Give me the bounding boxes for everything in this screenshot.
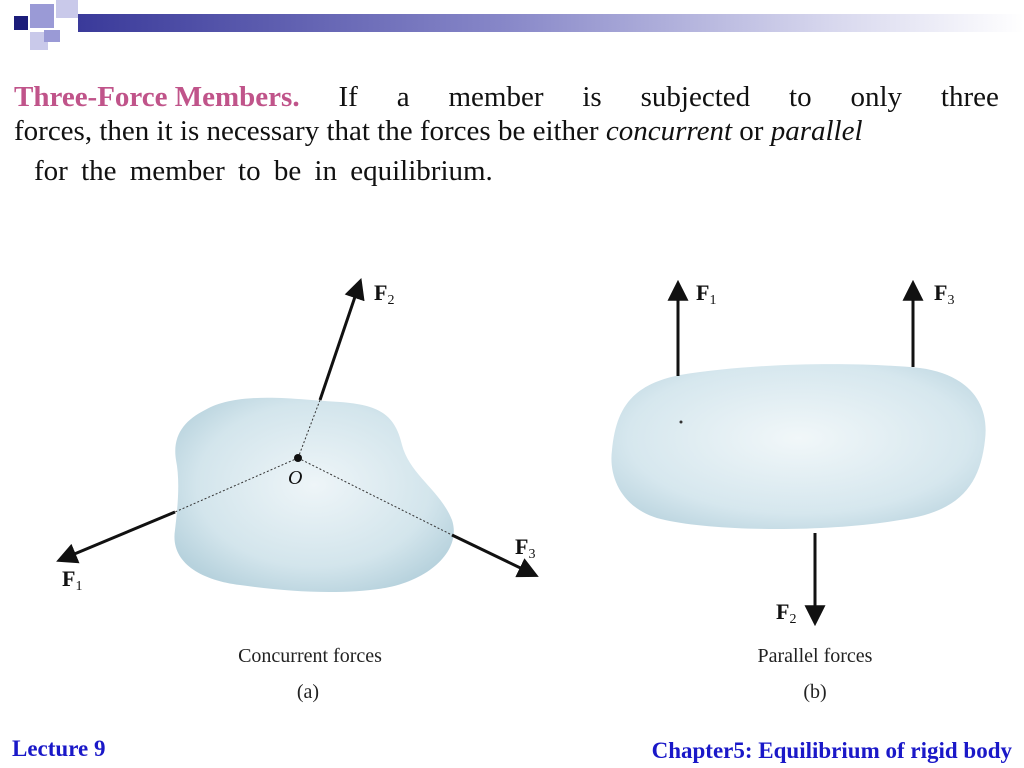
- word: three: [940, 81, 999, 113]
- corner-decoration: [0, 0, 80, 60]
- force-label-f2: F2: [374, 280, 395, 308]
- word: is: [582, 81, 602, 113]
- text-line-1: [14, 78, 999, 116]
- footer-lecture: Lecture 9: [12, 736, 106, 761]
- caption-a: Concurrent forces: [238, 645, 382, 667]
- slide-text: [14, 78, 999, 190]
- corner-square-pale: [56, 0, 78, 18]
- word: only: [850, 81, 903, 113]
- tag-b: (b): [803, 681, 827, 703]
- corner-square-lavender-lower: [44, 30, 60, 42]
- tag-a: (a): [296, 681, 320, 703]
- term-concurrent: concurrent: [605, 115, 733, 147]
- rigid-body-b: [611, 364, 985, 529]
- title-bar-gradient: [78, 14, 1024, 32]
- slide-heading: Three-Force Members.: [14, 81, 300, 113]
- force-label-f2-b: F2: [776, 599, 797, 627]
- corner-square-lavender: [30, 4, 54, 28]
- force-label-f3: F3: [515, 534, 536, 562]
- rigid-body-a: [174, 398, 453, 592]
- point-label-o: O: [288, 467, 303, 489]
- caption-b: Parallel forces: [757, 645, 873, 667]
- force-label-f1: F1: [62, 566, 83, 594]
- line2-start: forces, then it is necessary that the forces be either: [14, 115, 606, 147]
- word: to: [789, 81, 812, 113]
- figure-b: [611, 280, 985, 703]
- word: subjected: [640, 81, 751, 113]
- force-label-f3-b: F3: [934, 280, 955, 308]
- corner-square-navy: [14, 16, 28, 30]
- term-parallel: parallel: [770, 115, 863, 147]
- word: a: [396, 81, 410, 113]
- concurrency-point: [294, 454, 302, 462]
- force-arrow-f1: [60, 512, 175, 560]
- force-label-f1-b: F1: [696, 280, 717, 308]
- word: member: [448, 81, 544, 113]
- word: If: [338, 81, 358, 113]
- figure-a: [60, 280, 535, 703]
- line2-or: or: [732, 115, 771, 147]
- body-point-b: [680, 421, 683, 424]
- footer-chapter: Chapter5: Equilibrium of rigid body: [651, 738, 1012, 763]
- force-diagrams: [0, 250, 1024, 720]
- text-line-2: [14, 112, 999, 150]
- text-line-3: for the member to be in equilibrium.: [34, 155, 493, 187]
- force-arrow-f2: [320, 282, 360, 400]
